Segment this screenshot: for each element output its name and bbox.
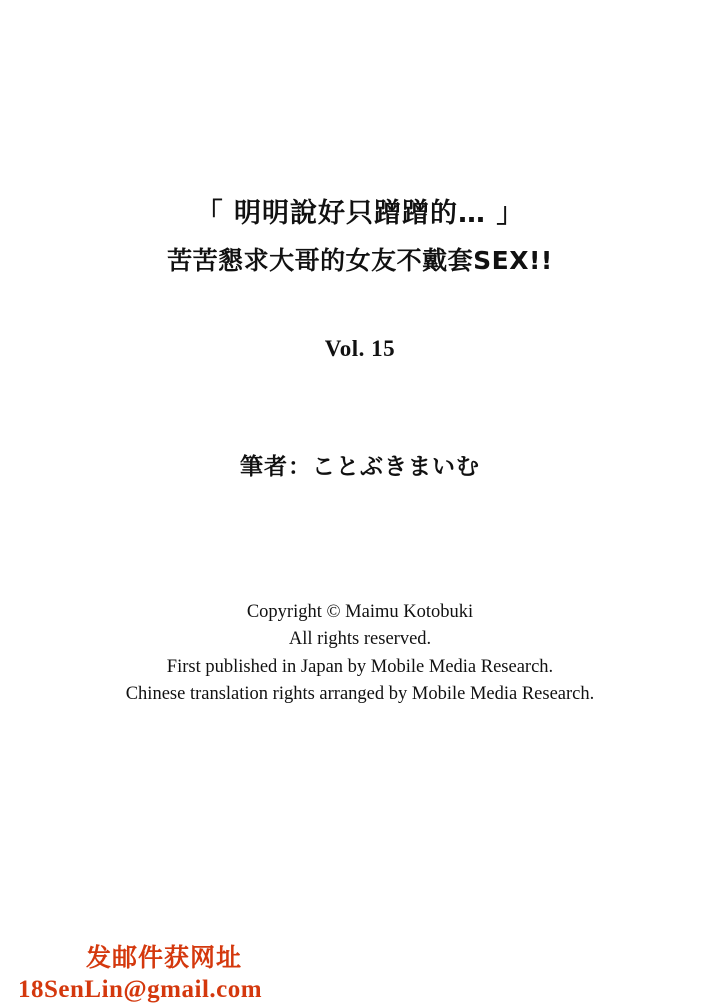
title-block [0,196,720,278]
page-title-line-2: 苦苦懇求大哥的女友不戴套SEX!! [167,246,553,276]
copyright-line-2: All rights reserved. [288,629,432,650]
watermark-line-1: 发邮件获网址 [86,944,243,972]
copyright-line-3: First published in Japan by Mobile Media Research. [166,656,554,677]
author-label: 筆者：ことぶきまいむ [240,454,480,481]
copyright-block [0,599,720,708]
copyright-line-1: Copyright © Maimu Kotobuki [246,602,474,623]
volume-label: Vol. 15 [324,336,396,362]
watermark-line-2: 18SenLin@gmail.com [18,975,263,1003]
watermark [18,943,262,1006]
page-title-line-1: 「 明明說好只蹭蹭的… 」 [195,198,525,229]
copyright-line-4: Chinese translation rights arranged by Mobile Media Research. [125,683,595,704]
